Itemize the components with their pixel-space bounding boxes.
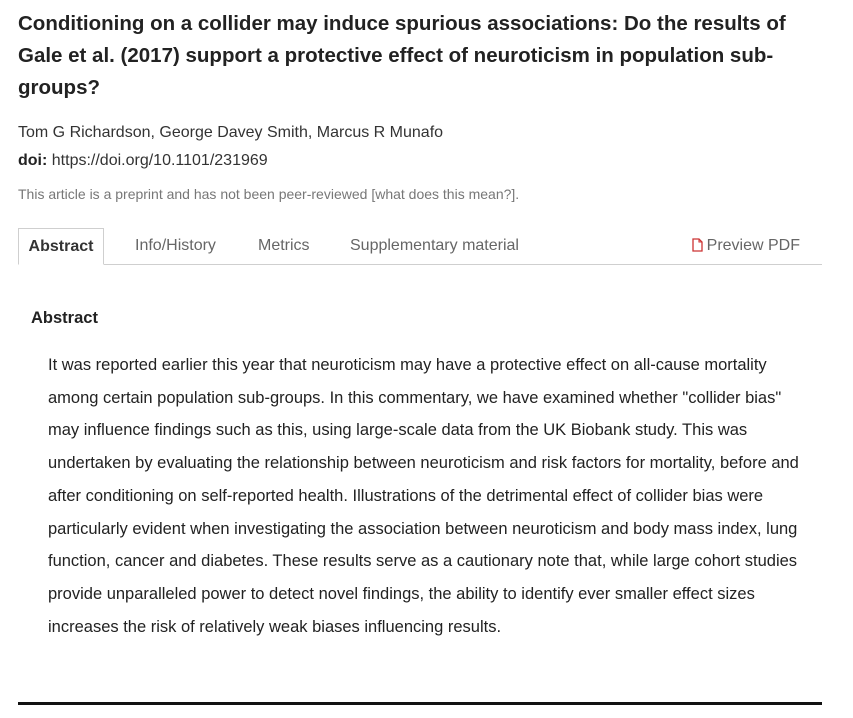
abstract-heading: Abstract	[31, 309, 98, 327]
tab-metrics[interactable]: Metrics	[258, 237, 310, 254]
author-list: Tom G Richardson, George Davey Smith, Marcus R Munafo	[18, 124, 444, 141]
article-tabs	[18, 228, 822, 265]
doi-link[interactable]: https://doi.org/10.1101/231969	[51, 152, 268, 169]
preprint-notice-text: This article is a preprint and has not been peer-reviewed	[18, 186, 368, 202]
article-title: Conditioning on a collider may induce spurious associations: Do the results of Gale et al. (2017) support a protective effect of neuroticism in population sub-groups?	[18, 12, 786, 99]
abstract-text: It was reported earlier this year that neuroticism may have a protective effect on all-cause mortality among certain population sub-groups. In this commentary, we have examined whether "collider bias" may influence findings such as this, using large-scale data from the UK Biobank study. This was undertaken by evaluating the relationship between neuroticism and risk factors for mortality, before and after conditioning on self-reported health. Illustrations of the detrimental effect of collider bias were particularly evident when investigating the association between neuroticism and body mass index, lung function, cancer and diabetes. These results serve as a cautionary note that, while large cohort studies provide unparalleled power to detect novel findings, the ability to identify ever smaller effect sizes increases the risk of relatively weak biases influencing results.	[48, 356, 799, 636]
doi-line	[18, 152, 268, 170]
preview-pdf-label: Preview PDF	[706, 237, 800, 254]
tab-info-history[interactable]: Info/History	[135, 237, 216, 254]
preprint-notice	[18, 186, 519, 202]
section-divider	[18, 702, 822, 705]
tab-abstract[interactable]: Abstract	[18, 228, 104, 265]
what-does-this-mean-link[interactable]: [what does this mean?].	[371, 186, 520, 202]
pdf-file-icon	[692, 230, 703, 266]
doi-label: doi:	[18, 152, 48, 169]
tab-supplementary-material[interactable]: Supplementary material	[350, 237, 519, 254]
preview-pdf-button[interactable]	[692, 228, 800, 264]
